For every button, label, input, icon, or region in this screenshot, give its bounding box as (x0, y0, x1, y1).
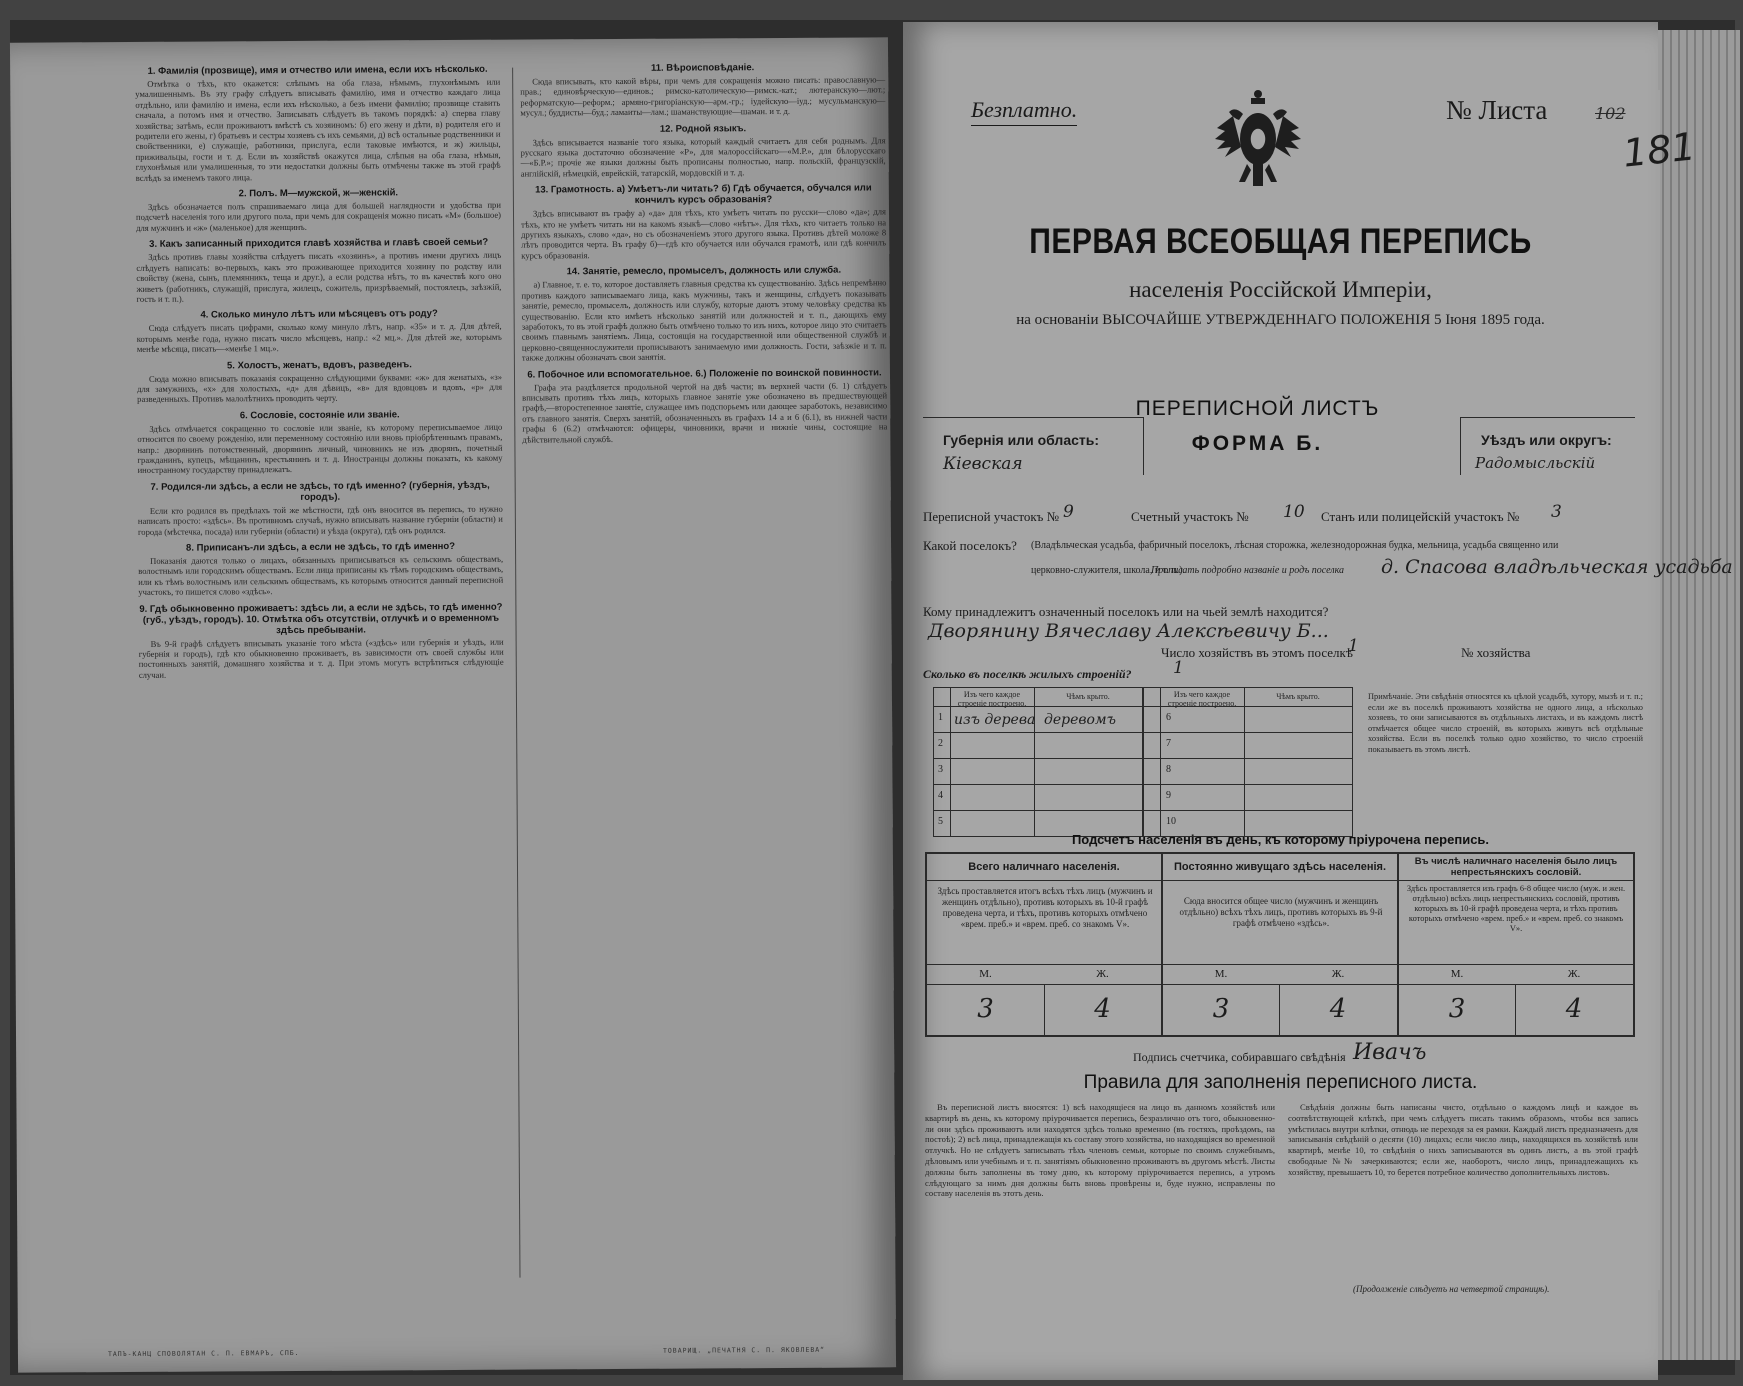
settlement-question: Какой поселокъ? (923, 538, 1017, 553)
stan-value: 3 (1551, 502, 1562, 522)
instruction-section-text: Графа эта раздѣляется продольной чертой на двѣ части; въ верхней части (6. 1) слѣдуетъ вписывать противъ тѣхъ лицъ, которыхъ главное занятіе уже обозначено въ предшествующей графѣ,—второстепенное занятіе, служащее имъ подспорьемъ или дающее заработокъ, независимо отъ главного занятія. Сверхъ занятій, обозначенныхъ въ графахъ 14 а и 6 (6.1), въ нижней части графы 6 (6.2) отмѣчаются: офицеры, чиновники, врачи и нижніе чины, состоящие на дѣйствительной службѣ. (522, 379, 888, 445)
btable-roof-head-2: Чѣмъ крыто. (1276, 692, 1320, 701)
rules-title: Правила для заполненія переписного листа. (1083, 1072, 1478, 1093)
ptable-total-head: Всего наличнаго населенія. (968, 861, 1120, 873)
instruction-section-text: Сюда можно вписывать показанія сокращенно слѣдующими буквами: «ж» для женатыхъ, «з» для замужнихъ, «х» для холостыхъ, «д» для дѣвицъ, «в» для вдовцовъ и вдовъ, «р» для разведенныхъ. Противъ малолѣтнихъ проводить черту. (137, 371, 503, 405)
settlement-hint: (Владѣльческая усадьба, фабричный поселокъ, лѣсная сторожка, железнодорожная будка, мельница, усадьба священно или (1031, 540, 1559, 551)
building-row-number: 1 (938, 712, 943, 723)
btable-roof-head: Чѣмъ крыто. (1066, 692, 1110, 701)
instructions-column-1 (135, 58, 508, 1330)
btable-row-rule (934, 758, 1142, 759)
printer-imprint-left: ТАПЪ-КАНЦ СПОВОЛЯТАН С. П. ЕВМАРЪ, СПБ. (107, 1348, 300, 1359)
instruction-section-text: Если кто родился въ предѣлахъ той же мѣстности, гдѣ онъ вносится въ перепись, то нужно написать просто: «здѣсь». Въ противномъ случаѣ, нужно вписывать название губерніи (области) и города (мѣстечка, посада) или губерніи (области) и уѣзда (округа), гдѣ онъ родился. (137, 503, 503, 537)
sheet-number-handwritten: 102 (1595, 104, 1626, 123)
building-row-number: 2 (938, 738, 943, 749)
census-subtitle: населенія Россійской Имперіи, (1129, 277, 1432, 302)
right-page-census-form (903, 22, 1733, 1380)
ptable-resident-desc: Сюда вносится общее число (мужчинъ и женщинъ отдѣльно) всѣхъ тѣхъ лицъ, противъ которыхъ въ 9-й графѣ отмѣчено «здѣсь». (1179, 896, 1383, 928)
btable-row-rule (1144, 784, 1352, 785)
instruction-section-text: Здѣсь вписывается названіе того языка, который каждый считаетъ для себя роднымъ. Для русскаго языка достаточно обозначение «Р», для малороссійскаго—«М.Р.», для бѣлорусскаго—«Б.Р.»; прочіе же языки должны быть прописаны полностью, напр. польскій, французскій, англійскій, нѣмецкій, еврейскій, татарскій, мордовскій и т. д. (520, 134, 886, 179)
count-plot-value: 10 (1283, 502, 1305, 522)
ptable-female-label: Ж. (1331, 968, 1345, 980)
instruction-section-text: Здѣсь отмѣчается сокращенно то сословіе или званіе, къ которому переписываемое лицо относится по своему рожденію, или переменному состоянію или вновь пріобрѣтеннымъ правамъ, напр.: дворянинъ потомственный, дворянинъ личный, чиновникъ не изъ дворянъ, почетный гражданинъ, купецъ, мѣщанинъ, крестьянинъ и т. д. Иностранцы должны показать, къ какому иностранному государству принадлежатъ. (137, 421, 503, 476)
ptable-male-label: М. (1450, 968, 1464, 980)
nonpeasant-female-value: 4 (1565, 994, 1583, 1024)
enumerator-signature: Ивачъ (1353, 1040, 1427, 1065)
imperial-eagle-emblem-icon (1213, 84, 1303, 194)
building-row-number: 5 (938, 816, 943, 827)
ptable-male-label: М. (979, 968, 992, 980)
households-value: 1 (1348, 636, 1359, 656)
household-number-label: № хозяйства (1461, 645, 1531, 660)
legal-basis-line: на основаніи ВЫСОЧАЙШЕ УТВЕРЖДЕННАГО ПОЛОЖЕНІЯ 5 Іюня 1895 года. (1016, 312, 1545, 328)
ptable-rule (927, 880, 1633, 881)
census-plot-label: Переписной участокъ № (923, 509, 1060, 524)
continued-note: (Продолженіе слѣдуетъ на четвертой страницѣ). (1353, 1284, 1550, 1294)
btable-row-rule (934, 784, 1142, 785)
btable-material-head-2: Изъ чего каждое строеніе построено. (1167, 690, 1237, 708)
instruction-section-title: 8. Приписанъ-ли здѣсь, а если не здѣсь, то гдѣ именно? (186, 540, 456, 554)
btable-row-rule (1144, 732, 1352, 733)
instruction-section-title: 3. Какъ записанный приходится главѣ хозяйства и главѣ своей семьи? (149, 237, 489, 251)
owner-value: Дворянину Вячеславу Алексѣевичу Б... (928, 620, 1329, 642)
instruction-section-title: 13. Грамотность. а) Умѣетъ-ли читать? б) Гдѣ обучается, обучался или кончилъ курсъ образованія? (535, 182, 872, 207)
btable-material-head: Изъ чего каждое строеніе построено. (957, 690, 1027, 708)
building-row-number: 10 (1166, 816, 1176, 827)
instruction-section-title: 14. Занятіе, ремесло, промыселъ, должность или служба. (566, 264, 842, 278)
population-count-title: Подсчетъ населенія въ день, къ которому пріурочена перепись. (1071, 832, 1490, 847)
province-box-top-rule (923, 417, 1143, 418)
building-row-number: 3 (938, 764, 943, 775)
free-of-charge-label: Безплатно. (971, 97, 1077, 126)
building-1-material: изъ дерева (954, 712, 1036, 728)
ptable-nonpeasant-desc: Здѣсь проставляется изъ графъ 6-8 общее число (муж. и жен. отдѣльно) всѣхъ лицъ непрестьянскихъ сословій, противъ которыхъ въ 10-й графѣ проведена черта, и тѣхъ противъ которыхъ отмѣчено «врем. преб.» и «врем. преб. со знакомъ V». (1406, 884, 1626, 933)
count-plot-label: Счетный участокъ № (1131, 509, 1249, 524)
ptable-rule (927, 964, 1633, 965)
sheet-number-label: № Листа (1446, 95, 1548, 125)
population-table (925, 852, 1635, 1037)
archive-ink-number: 181 (1620, 124, 1698, 176)
census-title: ПЕРВАЯ ВСЕОБЩАЯ ПЕРЕПИСЬ (1029, 222, 1532, 261)
resident-male-value: 3 (1212, 994, 1230, 1024)
stan-label: Станъ или полицейскій участокъ № (1321, 509, 1520, 524)
ptable-total-desc: Здѣсь проставляется итогъ всѣхъ тѣхъ лицъ (мужчинъ и женщинъ отдѣльно), противъ которыхъ въ 10-й графѣ проведена черта, и тѣхъ, противъ которыхъ отмѣчено «врем. преб.» и «врем. преб. со знакомъ V». (937, 886, 1153, 929)
column-divider (512, 68, 520, 1278)
instruction-section-title: 2. Полъ. М—мужской, ж—женскій. (238, 187, 399, 200)
btable-rule (1142, 688, 1144, 836)
instruction-section-title: 12. Родной языкъ. (659, 122, 747, 135)
instruction-section-text: Отмѣтка о тѣхъ, кто окажется: слѣпымъ на оба глаза, нѣмымъ, глухонѣмымъ или умалишеннымъ. Въ эту графу слѣдуетъ вписывать фамилію, имя и отчество каждаго лица отдѣльно, или фамилію и имена, если ихъ нѣсколько, а безъ имени фамилію; прозвище ставить сначала, а потомъ имя и отчество. Записывать слѣдуетъ въ такомъ порядкѣ: а) сперва главу хозяйства; затѣмъ, если проживаютъ вмѣстѣ съ хозяиномъ: б) его жену и дѣти, в) родителя его и родители его жены, г) братьевъ и сестры хозяевъ съ ихъ семьями, д) всѣ остальные родственники и свойственники, е) служащіе, работники, прислуга, если таковые имѣются, и ж) жильцы, приживальцы, гости и т. д. Если въ хозяйствѣ окажутся лица, слѣпыя на оба глаза, нѣмыя, глухонѣмыя или умалишенныя, то эти недостатки должны быть отмѣчены также въ этой графѣ вслѣдъ за именемъ такого лица. (135, 76, 501, 183)
households-label: Число хозяйствъ въ этомъ поселкѣ (1161, 645, 1353, 660)
province-label: Губернія или область: (943, 432, 1100, 448)
instruction-section-text: Здѣсь противъ главы хозяйства слѣдуетъ писать «хозяинъ», а противъ имени другихъ лицъ слѣдуетъ написать: во-первыхъ, какъ это проживающее приходится хозяину по родству или свойству (жена, сынъ, племянникъ, теща и друг.), а если родства нѣтъ, то въ качествѣ кого оно живетъ (работникъ, служащій, прислуга, жилецъ, сожитель, призрѣваемый, постоялецъ, заѣзжій, гость и т. п.). (136, 249, 502, 304)
rules-column-left: Въ переписной листъ вносятся: 1) всѣ находящіеся на лицо въ данномъ хозяйствѣ или квартирѣ въ день, къ которому пріурочивается перепись, безразлично отъ того, обыкновенно-ли они здѣсь проживаютъ или находятся здѣсь только временно (въ гостяхъ, проѣздомъ, на постоѣ); 2) всѣ лица, принадлежащія къ составу этого хозяйства, но находящіяся во временной отлучкѣ. Но не слѣдуетъ записывать тѣхъ членовъ семьи, которые по своимъ служебнымъ, дѣловымъ или учебнымъ и т. п. занятіямъ обыкновенно проживаютъ въ другомъ мѣстѣ. Листы должны быть заполнены въ тому дню, къ которому пріурочивается перепись, а утромъ слѣдующаго за нимъ дня должны быть вновь провѣрены и, буде нужно, исправлены по составу населенія въ этотъ день. (925, 1102, 1275, 1199)
ptable-nonpeasant-head: Въ числѣ наличнаго населенія было лицъ непрестьянскихъ сословій. (1414, 856, 1618, 878)
building-row-number: 6 (1166, 712, 1171, 723)
district-box-left-rule (1460, 417, 1461, 475)
settlement-value: д. Спасова владѣльческая усадьба (1381, 556, 1733, 578)
form-title: ПЕРЕПИСНОЙ ЛИСТЪ (1135, 397, 1380, 420)
btable-rule (1244, 688, 1245, 836)
btable-row-rule (1144, 810, 1352, 811)
instruction-section-text: а) Главное, т. е. то, которое доставляетъ главныя средства къ существованію. Здѣсь непремѣнно противъ каждого записываемаго лица, какъ мужчины, такъ и женщины, слѣдуетъ показывать занятіе, ремесло, промыселъ, должность или службу, которые даютъ этому человѣку средства къ существованію. Если кто имѣетъ нѣсколько занятій или должностей и т. п., дающихъ ему заработокъ, то въ этой графѣ должно быть отмѣчено только то изъ нихъ, которое лицо это считаетъ своимъ главнымъ занятіемъ. Лица, состоящія на государственной или общественной службѣ и церковно-священнослужители прописываютъ занимаемую ими должность. Гости, заѣзжіе и т. п. также должны обозначать свои занятія. (521, 277, 887, 363)
building-row-number: 4 (938, 790, 943, 801)
instruction-section-title: 9. Гдѣ обыкновенно проживаетъ: здѣсь ли, а если не здѣсь, то гдѣ именно? (губ., уѣздъ, городъ). 10. Отмѣтка объ отсутствіи, отлучкѣ и о временномъ здѣсь пребываніи. (139, 601, 503, 636)
instruction-section-title: 1. Фамилія (прозвище), имя и отчество или имена, если ихъ нѣсколько. (147, 63, 488, 77)
settlement-hint-3: Прописать подробно названіе и родъ поселка (1151, 565, 1345, 576)
buildings-note: Примѣчаніе. Эти свѣдѣнія относятся къ цѣлой усадьбѣ, хутору, мызѣ и т. п.; если же въ поселкѣ проживаютъ хозяйства не одного лица, а нѣсколько хозяевъ, то они записываются въ отдѣльныхъ листахъ, и въ каждомъ листѣ отмѣчается общее число строеній, въ которыхъ живутъ всѣ отдѣльные хозяйства. Если въ поселкѣ только одно хозяйство, то число строеній показываетъ въ этомъ листѣ. (1368, 692, 1643, 754)
ptable-resident-head: Постоянно живущаго здѣсь населенія. (1173, 861, 1387, 873)
building-row-number: 9 (1166, 790, 1171, 801)
instruction-section-title: 4. Сколько минуло лѣтъ или мѣсяцевъ отъ роду? (200, 308, 438, 321)
ptable-female-label: Ж. (1567, 968, 1581, 980)
building-row-number: 8 (1166, 764, 1171, 775)
buildings-value: 1 (1173, 658, 1184, 678)
ptable-female-label: Ж. (1096, 968, 1109, 980)
btable-rule (1034, 688, 1035, 836)
instruction-section-text: Сюда вписывать, кто какой вѣры, при чемъ для сокращенія можно писать: православную—прав.; единовѣрческую—единов.; римско-католическую—римск.-кат.; лютеранскую—лют.; реформатскую—реформ.; армяно-григоріанскую—арм.-гр.; іудейскую—іуд.; мусульманскую—мусул.; буддисты—буд.; ламаиты—лам.; шаманствующие—шаман. и т. д. (520, 74, 886, 118)
btable-rule (950, 688, 951, 836)
instruction-section-title: 6. Сословіе, состояніе или званіе. (239, 409, 400, 422)
instructions-column-2 (520, 55, 893, 1327)
instruction-section-title: 11. Вѣроисповѣданіе. (650, 62, 755, 74)
instruction-section-title: 7. Родился-ли здѣсь, а если не здѣсь, то гдѣ именно? (губернія, уѣздъ, городъ). (150, 479, 490, 503)
instruction-section-text: Въ 9-й графѣ слѣдуетъ вписывать указаніе того мѣста («здѣсь» или губернія и уѣздъ, или губернія и городъ), гдѣ кто обыкновенно проживаетъ, въ зависимости отъ своей службы или постоянныхъ занятій, домашняго хозяйства и т. д. При этомъ могутъ встрѣтиться слѣдующіе случаи. (138, 636, 504, 680)
total-male-value: 3 (977, 994, 994, 1024)
form-subtitle: ФОРМА Б. (1191, 432, 1324, 455)
instruction-section-text: Показанія даются только о лицахъ, обязанныхъ приписываться къ сельскимъ обществамъ, волостнымъ или городскимъ обществамъ. Если лица приписаны къ тѣмъ городскимъ обществамъ, или къ тѣмъ волостнымъ или сельскимъ обществамъ, къ которымъ относится данный переписной участокъ, то пишется слово «здѣсь». (138, 553, 504, 598)
ptable-male-label: М. (1214, 968, 1228, 980)
btable-row-rule (934, 810, 1142, 811)
buildings-table (933, 687, 1353, 837)
settlement-hint-2: церковно-служителя, школа, и т. п.). (1031, 565, 1185, 576)
btable-row-rule (934, 732, 1142, 733)
district-box-top-rule (1460, 417, 1635, 418)
census-plot-value: 9 (1063, 502, 1074, 522)
province-value: Кіевская (943, 454, 1023, 474)
district-value: Радомысльскій (1475, 454, 1596, 472)
buildings-label: Сколько въ поселкѣ жилыхъ строеній? (923, 667, 1132, 681)
building-row-number: 7 (1166, 738, 1171, 749)
nonpeasant-male-value: 3 (1448, 994, 1466, 1024)
btable-row-rule (1144, 758, 1352, 759)
instruction-section-title: 5. Холостъ, женатъ, вдовъ, разведенъ. (226, 358, 412, 371)
rules-column-right: Свѣдѣнія должны быть написаны чисто, отдѣльно о каждомъ лицѣ и каждое въ соотвѣтствующей клѣткѣ, при чемъ слѣдуетъ писать такимъ образомъ, чтобы вся запись умѣстилась внутри клѣтки, отнюдь не переходя за ея рамки. Каждый листъ предназначенъ для записыванія свѣдѣній о десяти (10) лицахъ; если число лицъ, находящихся въ хозяйствѣ или квартирѣ, менѣе 10, то свѣдѣнія о нихъ записываются въ одинъ листъ, а въ этой графѣ свободные №№ зачеркиваются; если же, наоборотъ, число лицъ, принадлежащихъ къ хозяйству, превышаетъ 10, то берется потребное количество дополнительныхъ листовъ. (1288, 1102, 1638, 1177)
ptable-rule (927, 984, 1633, 985)
signature-label: Подпись счетчика, собиравшаго свѣдѣнія (1133, 1050, 1346, 1064)
instruction-section-title: 6. Побочное или вспомогательное. 6.) Положеніе по воинской повинности. (527, 366, 882, 381)
printer-imprint-right: ТОВАРИЩ. „ПЕЧАТНЯ С. П. ЯКОВЛЕВА“ (662, 1345, 826, 1355)
district-label: Уѣздъ или округъ: (1481, 432, 1612, 448)
owner-question: Кому принадлежитъ означенный поселокъ или на чьей землѣ находится? (923, 604, 1329, 619)
total-female-value: 4 (1094, 994, 1111, 1024)
instruction-section-text: Сюда слѣдуетъ писать цифрами, сколько кому минуло лѣтъ, напр. «35» и т. д. Для дѣтей, которымъ менѣе года, нужно писать число мѣсяцевъ, напр.: «2 мц.». Для дѣтей же, которымъ менѣе мѣсяца, писать—«менѣе 1 мц.». (136, 321, 502, 355)
left-page-instructions (10, 37, 896, 1372)
resident-female-value: 4 (1329, 994, 1347, 1024)
instruction-section-text: Здѣсь обозначается полъ спрашиваемаго лица для большей наглядности и удобства при подсчетѣ населенія того или другого пола, при чемъ для сокращенія можно писать «М» (большое) для мужчинъ и «ж» (маленькое) для женщинъ. (135, 199, 502, 233)
btable-rule (1160, 688, 1161, 836)
building-1-roof: деревомъ (1044, 712, 1116, 728)
instruction-section-text: Здѣсь вписывают въ графу а) «да» для тѣхъ, кто умѣетъ читать по русски—слово «да»; для тѣхъ, кто не умѣетъ читать ни на какомъ языкѣ—слово «нѣтъ». Для тѣхъ, кто читаетъ только на другихъ языкахъ, слово «да», но съ обозначеніемъ этого другого языка. Противъ дѣтей моложе 8 лѣтъ проводится черта. Въ графу б)—гдѣ кто обучается или обучался грамотѣ, или гдѣ кончилъ курсъ образованія. (521, 206, 887, 261)
